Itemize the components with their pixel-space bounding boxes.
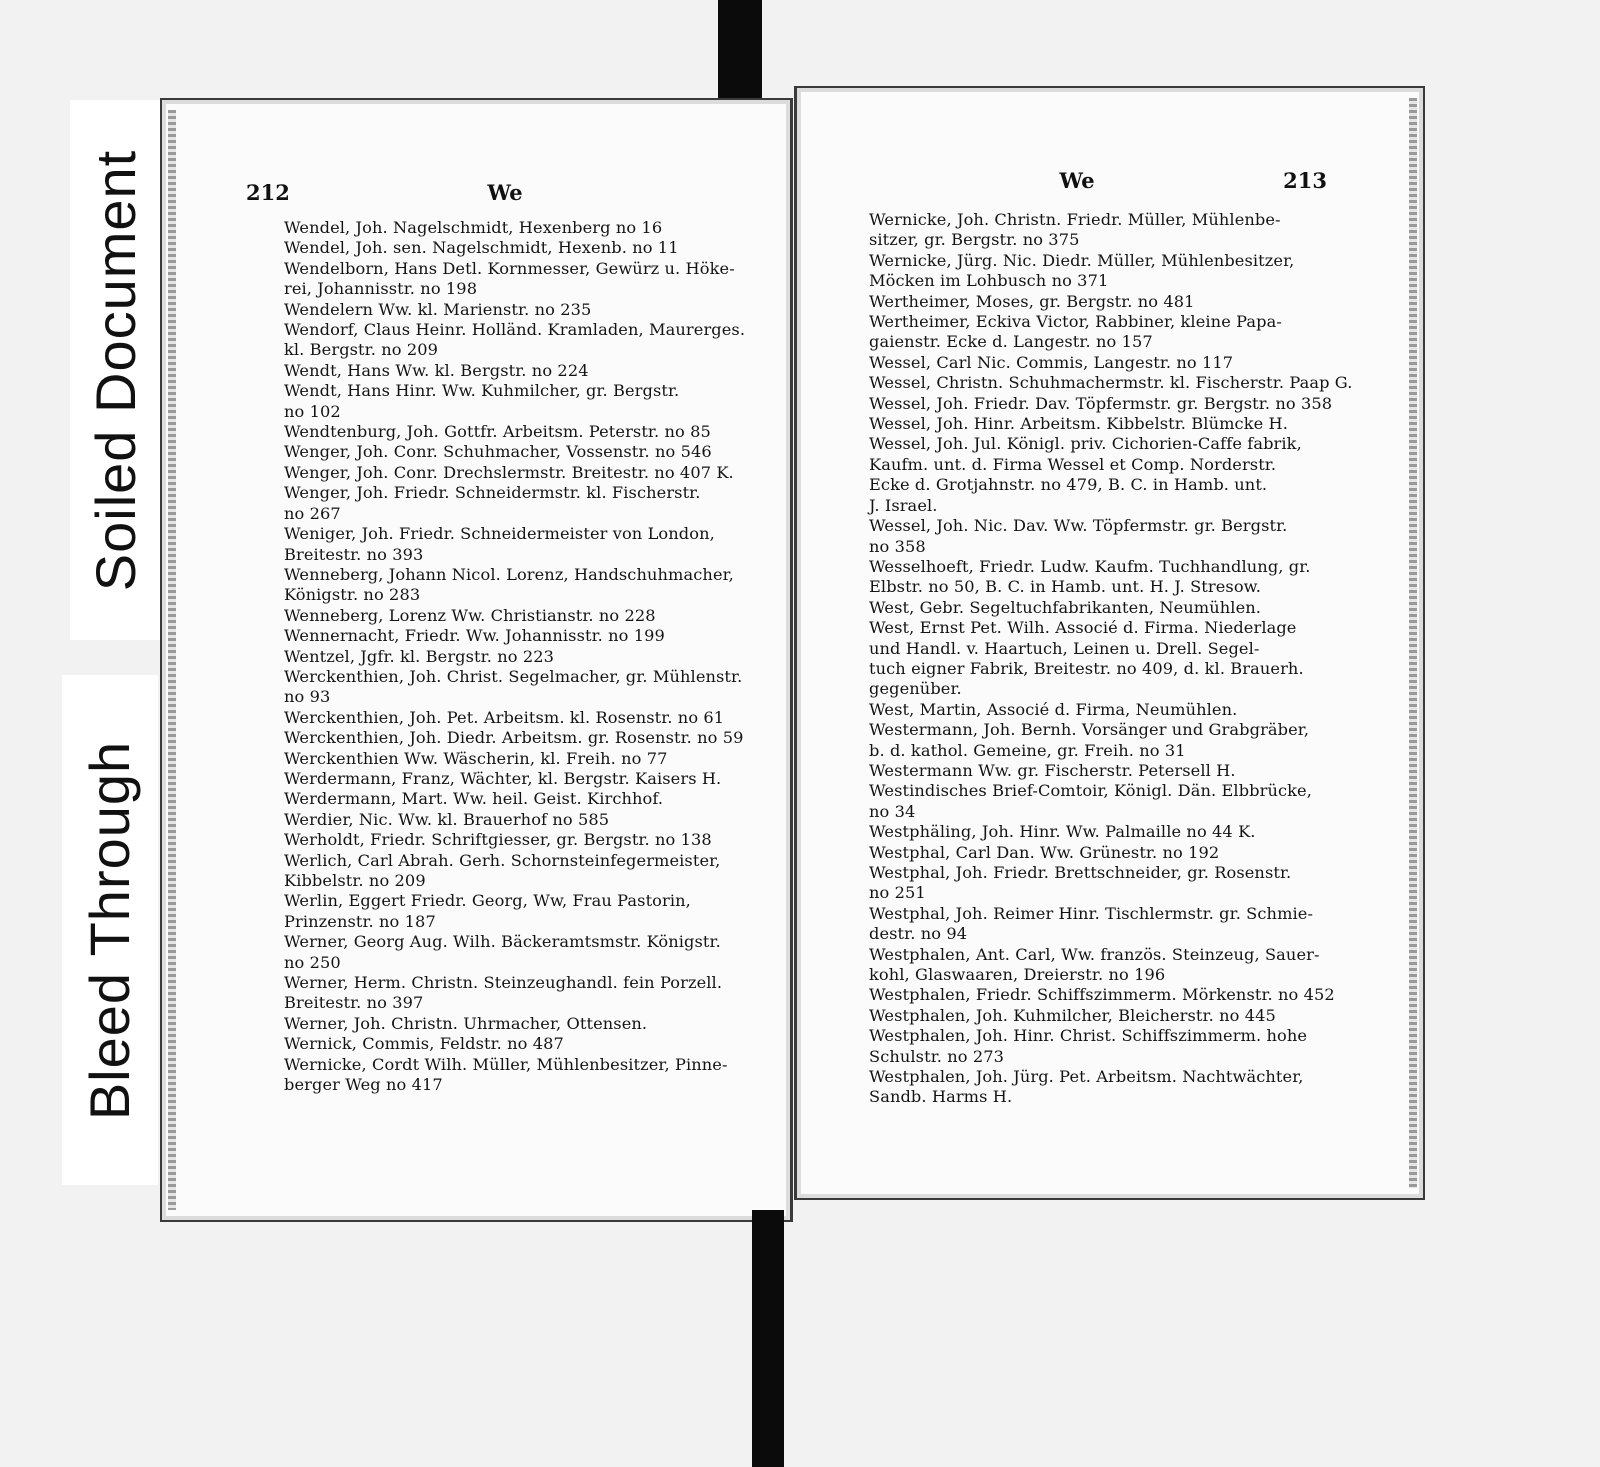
directory-entry bbox=[835, 516, 1331, 557]
entry-line: Werholdt, Friedr. Schriftgiesser, gr. Bergstr. no 138 bbox=[284, 830, 712, 850]
entry-line: Breitestr. no 397 bbox=[284, 993, 424, 1013]
directory-entry bbox=[835, 1006, 1331, 1026]
entry-line: Kaufm. unt. d. Firma Wessel et Comp. Norderstr. bbox=[869, 454, 1277, 474]
directory-entry bbox=[250, 381, 764, 422]
directory-entry bbox=[250, 422, 764, 442]
running-head: We bbox=[1059, 168, 1095, 193]
entry-line: Wendel, Joh. Nagelschmidt, Hexenberg no 16 bbox=[284, 218, 663, 237]
directory-entry bbox=[250, 708, 764, 728]
entry-line: Wendorf, Claus Heinr. Holländ. Kramladen, Maurerges. bbox=[284, 320, 746, 340]
directory-entry bbox=[250, 300, 764, 320]
directory-entry bbox=[250, 728, 764, 748]
directory-entry bbox=[835, 353, 1331, 373]
directory-entry bbox=[835, 985, 1335, 1005]
directory-entry bbox=[835, 434, 1331, 516]
entry-line: West, Gebr. Segeltuchfabrikanten, Neumühlen. bbox=[869, 597, 1262, 617]
entry-line: no 34 bbox=[869, 801, 916, 821]
directory-entry bbox=[250, 524, 764, 565]
bleed-through-label bbox=[62, 675, 158, 1185]
entry-line: Westindisches Brief-Comtoir, Königl. Dän. Elbbrücke, bbox=[869, 781, 1312, 801]
entry-line: Wendel, Joh. sen. Nagelschmidt, Hexenb. no 11 bbox=[284, 238, 679, 258]
entry-line: gegenüber. bbox=[869, 679, 962, 699]
entry-line: Wendtenburg, Joh. Gottfr. Arbeitsm. Peterstr. no 85 bbox=[284, 422, 711, 442]
entry-line: Wenneberg, Lorenz Ww. Christianstr. no 228 bbox=[284, 605, 656, 625]
entry-line: Westphal, Carl Dan. Ww. Grünestr. no 192 bbox=[869, 842, 1220, 862]
directory-entry bbox=[835, 761, 1331, 781]
spine-tab-bottom bbox=[752, 1210, 784, 1467]
directory-entry bbox=[250, 361, 764, 381]
entry-line: Breitestr. no 393 bbox=[284, 544, 424, 564]
directory-entry bbox=[250, 259, 764, 300]
entry-line: Wendt, Hans Hinr. Ww. Kuhmilcher, gr. Bergstr. bbox=[284, 381, 680, 401]
directory-entry bbox=[250, 1034, 764, 1054]
entry-line: Wernick, Commis, Feldstr. no 487 bbox=[284, 1034, 564, 1054]
page-number: 212 bbox=[246, 180, 290, 205]
entry-line: Westphal, Joh. Friedr. Brettschneider, gr. Rosenstr. bbox=[869, 863, 1292, 882]
entry-line: Werner, Herm. Christn. Steinzeughandl. fein Porzell. bbox=[284, 973, 723, 993]
soiled-document-label bbox=[70, 100, 162, 640]
entry-line: Weniger, Joh. Friedr. Schneidermeister von London, bbox=[284, 524, 715, 544]
entry-line: Werner, Joh. Christn. Uhrmacher, Ottensen. bbox=[284, 1013, 648, 1033]
entry-line: Werckenthien, Joh. Pet. Arbeitsm. kl. Rosenstr. no 61 bbox=[284, 707, 725, 727]
entry-line: Westphalen, Ant. Carl, Ww. französ. Steinzeug, Sauer- bbox=[869, 944, 1320, 964]
directory-entry bbox=[835, 292, 1331, 312]
entry-line: Wertheimer, Moses, gr. Bergstr. no 481 bbox=[869, 291, 1195, 311]
directory-entry bbox=[250, 891, 764, 932]
directory-entry bbox=[250, 830, 764, 850]
entry-line: Schulstr. no 273 bbox=[869, 1046, 1005, 1066]
directory-entry bbox=[835, 414, 1331, 434]
entry-line: kl. Bergstr. no 209 bbox=[284, 340, 439, 360]
directory-entry bbox=[835, 945, 1331, 986]
directory-entry bbox=[835, 210, 1331, 251]
entry-line: Werlich, Carl Abrah. Gerh. Schornsteinfegermeister, bbox=[284, 850, 721, 870]
directory-entry bbox=[250, 238, 764, 258]
entry-line: no 93 bbox=[284, 687, 331, 707]
bleed-through-text: Bleed Through bbox=[78, 740, 142, 1120]
open-book bbox=[160, 86, 1424, 1220]
entry-line: Königstr. no 283 bbox=[284, 585, 421, 605]
entry-line: Wennernacht, Friedr. Ww. Johannisstr. no 199 bbox=[284, 626, 665, 646]
entry-line: Werner, Georg Aug. Wilh. Bäckeramtsmstr. Königstr. bbox=[284, 932, 721, 952]
entry-line: Wenger, Joh. Conr. Drechslermstr. Breitestr. no 407 K. bbox=[284, 462, 734, 482]
entry-line: Werdermann, Mart. Ww. heil. Geist. Kirchhof. bbox=[284, 789, 664, 809]
entry-line: Westermann Ww. gr. Fischerstr. Petersell H. bbox=[869, 760, 1236, 780]
directory-entry bbox=[835, 863, 1331, 904]
entry-line: Westphal, Joh. Reimer Hinr. Tischlermstr. gr. Schmie- bbox=[869, 903, 1314, 923]
running-head: We bbox=[487, 180, 523, 205]
entry-line: Wesselhoeft, Friedr. Ludw. Kaufm. Tuchhandlung, gr. bbox=[869, 556, 1311, 576]
entry-line: Wernicke, Jürg. Nic. Diedr. Müller, Mühlenbesitzer, bbox=[869, 250, 1295, 270]
entry-line: sitzer, gr. Bergstr. no 375 bbox=[869, 230, 1080, 250]
entry-line: Wenger, Joh. Friedr. Schneidermstr. kl. Fischerstr. bbox=[284, 483, 701, 503]
entry-line: Wessel, Joh. Nic. Dav. Ww. Töpfermstr. gr. Bergstr. bbox=[869, 516, 1288, 536]
entry-line: Wessel, Joh. Hinr. Arbeitsm. Kibbelstr. Blümcke H. bbox=[869, 414, 1289, 434]
entry-line: Wessel, Joh. Friedr. Dav. Töpfermstr. gr. Bergstr. no 358 bbox=[869, 393, 1333, 413]
directory-entry bbox=[835, 598, 1331, 618]
directory-entry bbox=[250, 851, 764, 892]
entry-line: gaienstr. Ecke d. Langestr. no 157 bbox=[869, 332, 1153, 352]
entry-line: Westphalen, Joh. Hinr. Christ. Schiffszimmerm. hohe bbox=[869, 1026, 1308, 1046]
entry-line: Wenneberg, Johann Nicol. Lorenz, Handschuhmacher, bbox=[284, 564, 734, 584]
entry-line: J. Israel. bbox=[869, 495, 938, 515]
entry-line: Wertheimer, Eckiva Victor, Rabbiner, kleine Papa- bbox=[869, 312, 1282, 332]
directory-entry bbox=[250, 442, 764, 462]
directory-entry bbox=[835, 843, 1331, 863]
entry-line: Möcken im Lohbusch no 371 bbox=[869, 271, 1109, 291]
directory-entry bbox=[250, 320, 764, 361]
entry-line: Prinzenstr. no 187 bbox=[284, 911, 436, 931]
entry-line: kohl, Glaswaaren, Dreierstr. no 196 bbox=[869, 965, 1166, 985]
directory-entry bbox=[250, 218, 764, 238]
directory-entry bbox=[250, 810, 764, 830]
entry-line: Wernicke, Joh. Christn. Friedr. Müller, Mühlenbe- bbox=[869, 210, 1281, 229]
entry-line: Wessel, Carl Nic. Commis, Langestr. no 117 bbox=[869, 352, 1234, 372]
entry-line: Wentzel, Jgfr. kl. Bergstr. no 223 bbox=[284, 646, 555, 666]
directory-entry bbox=[835, 394, 1331, 414]
entry-line: Kibbelstr. no 209 bbox=[284, 871, 426, 890]
directory-entry bbox=[835, 720, 1331, 761]
entry-line: Westphalen, Joh. Kuhmilcher, Bleicherstr. no 445 bbox=[869, 1005, 1276, 1025]
directory-entry bbox=[250, 606, 764, 626]
entry-line: rei, Johannisstr. no 198 bbox=[284, 279, 478, 299]
entry-line: no 102 bbox=[284, 401, 341, 421]
entry-line: West, Ernst Pet. Wilh. Associé d. Firma. Niederlage bbox=[869, 618, 1297, 638]
entry-line: Ecke d. Grotjahnstr. no 479, B. C. in Hamb. unt. bbox=[869, 475, 1268, 495]
directory-entry bbox=[250, 463, 764, 483]
entry-line: destr. no 94 bbox=[869, 924, 968, 944]
entry-line: Wendt, Hans Ww. kl. Bergstr. no 224 bbox=[284, 360, 589, 380]
entry-line: Werlin, Eggert Friedr. Georg, Ww, Frau Pastorin, bbox=[284, 891, 691, 911]
directory-entry bbox=[835, 1026, 1331, 1067]
page-edge bbox=[1409, 98, 1417, 1188]
directory-entry bbox=[835, 618, 1331, 700]
entry-line: no 251 bbox=[869, 883, 926, 903]
directory-entry bbox=[250, 789, 764, 809]
entry-line: Werckenthien, Joh. Diedr. Arbeitsm. gr. Rosenstr. no 59 bbox=[284, 728, 744, 748]
entry-line: Wessel, Joh. Jul. Königl. priv. Cichorien-Caffe fabrik, bbox=[869, 434, 1302, 454]
page-number: 213 bbox=[1283, 168, 1327, 193]
directory-entry bbox=[835, 251, 1331, 292]
directory-entry bbox=[250, 1055, 764, 1096]
entry-line: no 267 bbox=[284, 503, 341, 523]
soiled-document-text: Soiled Document bbox=[84, 149, 148, 591]
right-page bbox=[794, 86, 1425, 1200]
page-header bbox=[827, 168, 1327, 200]
directory-entry bbox=[835, 822, 1331, 842]
entry-line: no 358 bbox=[869, 536, 926, 556]
spine-tab-top bbox=[718, 0, 762, 100]
entry-line: Werckenthien Ww. Wäscherin, kl. Freih. no 77 bbox=[284, 748, 668, 768]
left-page bbox=[160, 98, 793, 1222]
entry-line: und Handl. v. Haartuch, Leinen u. Drell. Segel- bbox=[869, 638, 1260, 658]
entry-line: Werdier, Nic. Ww. kl. Brauerhof no 585 bbox=[284, 809, 610, 829]
entry-line: no 250 bbox=[284, 952, 341, 972]
entry-line: Westphäling, Joh. Hinr. Ww. Palmaille no 44 K. bbox=[869, 822, 1256, 842]
entry-line: Wenger, Joh. Conr. Schuhmacher, Vossenstr. no 546 bbox=[284, 442, 712, 462]
directory-entry bbox=[835, 904, 1331, 945]
directory-entry bbox=[835, 312, 1331, 353]
directory-entry bbox=[250, 647, 764, 667]
entry-line: tuch eigner Fabrik, Breitestr. no 409, d. kl. Brauerh. bbox=[869, 658, 1304, 678]
entry-line: b. d. kathol. Gemeine, gr. Freih. no 31 bbox=[869, 740, 1186, 760]
directory-entry bbox=[835, 1067, 1331, 1108]
entry-line: Wendelern Ww. kl. Marienstr. no 235 bbox=[284, 299, 592, 319]
directory-entry bbox=[250, 565, 764, 606]
page-edge bbox=[168, 110, 176, 1210]
directory-entries bbox=[250, 218, 764, 1095]
directory-entry bbox=[250, 749, 764, 769]
page-header bbox=[246, 180, 764, 212]
entry-line: Wendelborn, Hans Detl. Kornmesser, Gewürz u. Höke- bbox=[284, 258, 735, 278]
directory-entry bbox=[250, 1014, 764, 1034]
directory-entry bbox=[835, 557, 1331, 598]
directory-entries bbox=[835, 210, 1353, 1108]
entry-line: Werdermann, Franz, Wächter, kl. Bergstr. Kaisers H. bbox=[284, 768, 722, 788]
directory-entry bbox=[250, 626, 764, 646]
directory-entry bbox=[250, 667, 764, 708]
entry-line: Westermann, Joh. Bernh. Vorsänger und Grabgräber, bbox=[869, 720, 1310, 740]
directory-entry bbox=[250, 932, 764, 973]
directory-entry bbox=[250, 483, 764, 524]
entry-line: Sandb. Harms H. bbox=[869, 1087, 1013, 1107]
directory-entry bbox=[835, 700, 1331, 720]
entry-line: berger Weg no 417 bbox=[284, 1075, 443, 1095]
entry-line: West, Martin, Associé d. Firma, Neumühlen. bbox=[869, 699, 1238, 719]
directory-entry bbox=[835, 373, 1353, 393]
entry-line: Wessel, Christn. Schuhmachermstr. kl. Fischerstr. Paap G. bbox=[869, 373, 1353, 393]
directory-entry bbox=[250, 769, 764, 789]
entry-line: Wernicke, Cordt Wilh. Müller, Mühlenbesitzer, Pinne- bbox=[284, 1054, 728, 1074]
entry-line: Westphalen, Friedr. Schiffszimmerm. Mörkenstr. no 452 bbox=[869, 985, 1335, 1005]
entry-line: Westphalen, Joh. Jürg. Pet. Arbeitsm. Nachtwächter, bbox=[869, 1067, 1304, 1087]
entry-line: Werckenthien, Joh. Christ. Segelmacher, gr. Mühlenstr. bbox=[284, 666, 743, 686]
entry-line: Elbstr. no 50, B. C. in Hamb. unt. H. J. Stresow. bbox=[869, 577, 1261, 597]
directory-entry bbox=[835, 781, 1331, 822]
directory-entry bbox=[250, 973, 764, 1014]
